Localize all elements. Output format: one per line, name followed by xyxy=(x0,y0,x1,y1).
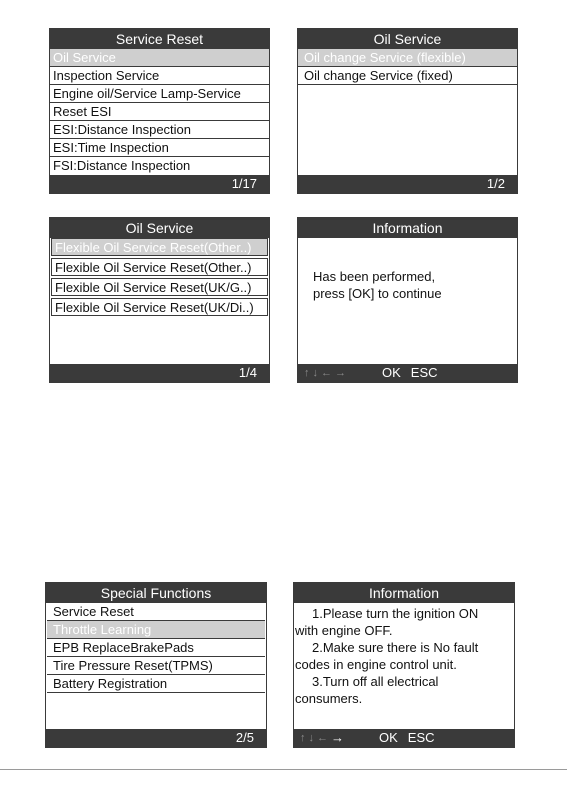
screen-title: Oil Service xyxy=(298,29,517,49)
menu-item-flexible-reset-other-1[interactable]: Flexible Oil Service Reset(Other..) xyxy=(51,238,268,256)
down-arrow-icon[interactable]: ↓ xyxy=(308,732,314,744)
menu-item-reset-esi[interactable]: Reset ESI xyxy=(50,103,269,121)
up-arrow-icon[interactable]: ↑ xyxy=(300,732,306,744)
instruction-line: with engine OFF. xyxy=(295,623,393,638)
status-bar xyxy=(294,729,514,747)
menu-item-flexible-reset-uk-di[interactable]: Flexible Oil Service Reset(UK/Di..) xyxy=(51,298,268,316)
ok-button[interactable]: OK xyxy=(379,730,398,745)
esc-button[interactable]: ESC xyxy=(407,730,435,745)
menu-item-inspection-service[interactable]: Inspection Service xyxy=(50,67,269,85)
screen-title: Special Functions xyxy=(46,583,266,603)
menu-item-flexible-reset-other-2[interactable]: Flexible Oil Service Reset(Other..) xyxy=(51,258,268,276)
menu-list xyxy=(46,603,266,729)
information-screen-instructions xyxy=(293,582,515,748)
navigation-arrows xyxy=(300,729,344,747)
screen-title: Oil Service xyxy=(50,218,269,238)
instruction-line: consumers. xyxy=(295,691,363,706)
page-indicator: 1/17 xyxy=(231,176,257,191)
message-line: Has been performed, xyxy=(313,269,436,284)
page-indicator: 2/5 xyxy=(235,730,254,745)
softkeys xyxy=(382,364,438,382)
status-bar xyxy=(298,364,517,382)
oil-service-screen xyxy=(297,28,518,194)
instruction-line: 3.Turn off all electrical xyxy=(312,674,439,689)
special-functions-screen xyxy=(45,582,267,748)
left-arrow-icon[interactable]: ← xyxy=(317,732,328,744)
navigation-arrows xyxy=(304,364,346,382)
menu-item-oil-change-fixed[interactable]: Oil change Service (fixed) xyxy=(298,67,517,85)
menu-item-battery-registration[interactable]: Battery Registration xyxy=(47,675,265,693)
right-arrow-icon[interactable]: → xyxy=(335,367,346,379)
information-screen-performed xyxy=(297,217,518,383)
status-bar xyxy=(298,175,517,193)
page-indicator: 1/4 xyxy=(238,365,257,380)
esc-button[interactable]: ESC xyxy=(410,365,438,380)
oil-service-reset-screen xyxy=(49,217,270,383)
menu-item-fsi-distance[interactable]: FSI:Distance Inspection xyxy=(53,158,191,173)
message-area xyxy=(298,238,517,364)
page-divider xyxy=(0,769,567,770)
menu-item-oil-change-flexible[interactable]: Oil change Service (flexible) xyxy=(298,49,517,67)
menu-list xyxy=(50,49,269,175)
menu-list xyxy=(298,49,517,175)
menu-item-flexible-reset-uk-g[interactable]: Flexible Oil Service Reset(UK/G..) xyxy=(51,278,268,296)
screen-title: Service Reset xyxy=(50,29,269,49)
status-bar xyxy=(46,729,266,747)
status-bar xyxy=(50,364,269,382)
softkeys xyxy=(379,729,435,747)
menu-item-oil-service[interactable]: Oil Service xyxy=(50,49,269,67)
menu-item-esi-time[interactable]: ESI:Time Inspection xyxy=(50,139,269,157)
ok-button[interactable]: OK xyxy=(382,365,401,380)
status-bar xyxy=(50,175,269,193)
page-indicator: 1/2 xyxy=(486,176,505,191)
down-arrow-icon[interactable]: ↓ xyxy=(312,367,318,379)
instruction-line: codes in engine control unit. xyxy=(295,657,457,672)
screen-title: Information xyxy=(298,218,517,238)
screen-title: Information xyxy=(294,583,514,603)
left-arrow-icon[interactable]: ← xyxy=(321,367,332,379)
menu-item-epb-replace-brake-pads[interactable]: EPB ReplaceBrakePads xyxy=(47,639,265,657)
menu-item-tire-pressure-reset[interactable]: Tire Pressure Reset(TPMS) xyxy=(47,657,265,675)
menu-list xyxy=(50,238,269,364)
service-reset-screen xyxy=(49,28,270,194)
instruction-line: 1.Please turn the ignition ON xyxy=(312,606,479,621)
menu-item-engine-oil-service-lamp[interactable]: Engine oil/Service Lamp-Service xyxy=(50,85,269,103)
up-arrow-icon[interactable]: ↑ xyxy=(304,367,310,379)
menu-item-throttle-learning[interactable]: Throttle Learning xyxy=(47,621,265,639)
menu-item-service-reset[interactable]: Service Reset xyxy=(47,603,265,621)
message-area xyxy=(294,603,514,729)
menu-item-esi-distance[interactable]: ESI:Distance Inspection xyxy=(50,121,269,139)
instruction-line: 2.Make sure there is No fault xyxy=(312,640,479,655)
message-line: press [OK] to continue xyxy=(313,286,442,301)
right-arrow-icon[interactable]: → xyxy=(331,730,344,745)
